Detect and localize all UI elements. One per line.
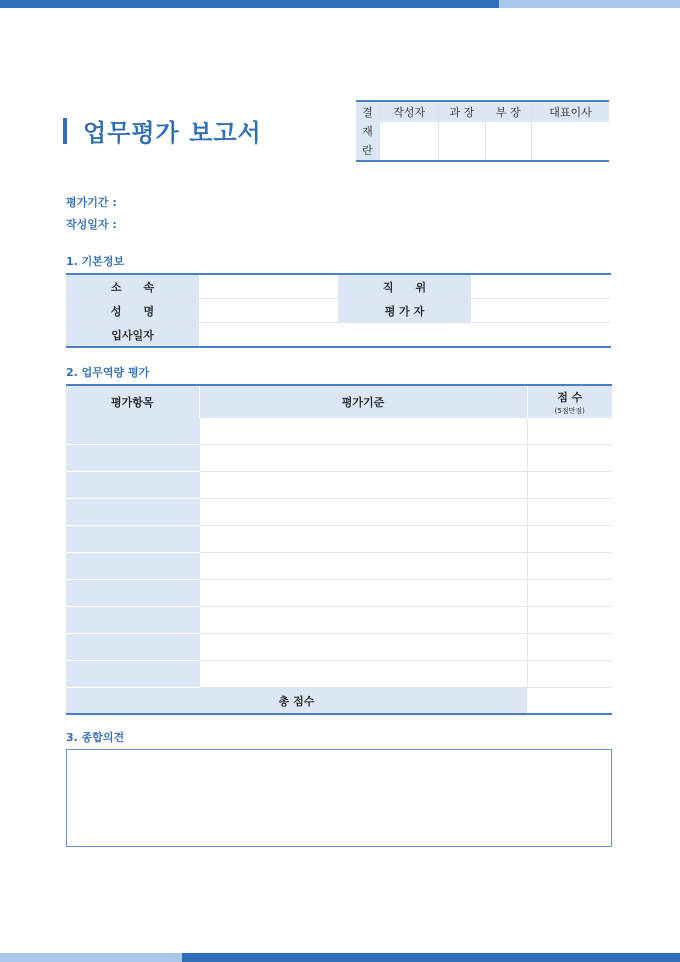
approval-box xyxy=(356,100,609,162)
position-value[interactable] xyxy=(471,274,611,299)
table-row xyxy=(66,472,612,499)
section-opinion: 3. 종합의견 xyxy=(66,731,125,744)
eval-crit-cell[interactable] xyxy=(199,634,527,661)
table-row xyxy=(66,445,612,472)
eval-score-cell[interactable] xyxy=(527,580,612,607)
table-row xyxy=(66,634,612,661)
table-row xyxy=(66,661,612,688)
table-row xyxy=(66,526,612,553)
eval-item-cell[interactable] xyxy=(66,526,199,553)
approval-header-director: 부 장 xyxy=(485,101,531,122)
approval-header-manager: 과 장 xyxy=(439,101,485,122)
eval-item-cell[interactable] xyxy=(66,499,199,526)
eval-crit-cell[interactable] xyxy=(199,499,527,526)
eval-crit-cell[interactable] xyxy=(199,661,527,688)
col-score-header xyxy=(527,385,612,418)
evaluator-label: 평 가 자 xyxy=(338,299,471,323)
eval-item-cell[interactable] xyxy=(66,661,199,688)
eval-crit-cell[interactable] xyxy=(199,553,527,580)
join-date-label: 입사일자 xyxy=(66,323,199,348)
table-row xyxy=(66,418,612,445)
eval-item-cell[interactable] xyxy=(66,580,199,607)
eval-item-cell[interactable] xyxy=(66,634,199,661)
eval-item-cell[interactable] xyxy=(66,445,199,472)
dept-value[interactable] xyxy=(199,274,338,299)
total-score-value[interactable] xyxy=(527,688,612,715)
table-row xyxy=(66,499,612,526)
eval-score-cell[interactable] xyxy=(527,472,612,499)
name-label: 성 명 xyxy=(66,299,199,323)
eval-crit-cell[interactable] xyxy=(199,445,527,472)
table-row xyxy=(66,607,612,634)
approval-sign-director[interactable] xyxy=(485,122,531,161)
top-accent-bar-dark xyxy=(0,0,499,8)
bottom-accent-bar-dark xyxy=(182,953,680,962)
eval-item-cell[interactable] xyxy=(66,472,199,499)
eval-score-cell[interactable] xyxy=(527,634,612,661)
evaluator-value[interactable] xyxy=(471,299,611,323)
evaluation-table xyxy=(66,384,612,715)
eval-item-cell[interactable] xyxy=(66,553,199,580)
col-item-header: 평가항목 xyxy=(66,385,199,418)
basic-info-table xyxy=(66,273,611,348)
opinion-box[interactable] xyxy=(66,749,612,847)
col-criteria-header: 평가기준 xyxy=(199,385,527,418)
eval-crit-cell[interactable] xyxy=(199,607,527,634)
section-eval: 2. 업무역량 평가 xyxy=(66,366,150,379)
eval-crit-cell[interactable] xyxy=(199,526,527,553)
score-header-text: 점 수 xyxy=(557,390,583,404)
eval-score-cell[interactable] xyxy=(527,418,612,445)
section-basic-info: 1. 기본정보 xyxy=(66,255,125,268)
total-score-label: 총 점수 xyxy=(66,688,527,715)
table-row xyxy=(66,553,612,580)
eval-crit-cell[interactable] xyxy=(199,580,527,607)
eval-crit-cell[interactable] xyxy=(199,472,527,499)
eval-item-cell[interactable] xyxy=(66,607,199,634)
approval-header-writer: 작성자 xyxy=(380,101,439,122)
approval-header-ceo: 대표이사 xyxy=(531,101,609,122)
approval-sign-manager[interactable] xyxy=(439,122,485,161)
eval-score-cell[interactable] xyxy=(527,661,612,688)
top-accent-bar-light xyxy=(499,0,680,8)
dept-label: 소 속 xyxy=(66,274,199,299)
page-title: 업무평가 보고서 xyxy=(83,119,262,147)
position-label: 직 위 xyxy=(338,274,471,299)
eval-item-cell[interactable] xyxy=(66,418,199,445)
join-date-value[interactable] xyxy=(199,323,611,348)
period-label: 평가기간 : xyxy=(66,196,117,209)
eval-score-cell[interactable] xyxy=(527,526,612,553)
eval-score-cell[interactable] xyxy=(527,607,612,634)
title-marker xyxy=(63,118,67,144)
eval-crit-cell[interactable] xyxy=(199,418,527,445)
table-row xyxy=(66,580,612,607)
eval-score-cell[interactable] xyxy=(527,445,612,472)
eval-score-cell[interactable] xyxy=(527,553,612,580)
bottom-accent-bar-light xyxy=(0,953,182,962)
approval-side-label xyxy=(356,101,380,161)
date-label: 작성일자 : xyxy=(66,218,117,231)
approval-side-char-3: 란 xyxy=(362,144,373,157)
score-header-sub: (5점만점) xyxy=(554,406,585,415)
approval-sign-ceo[interactable] xyxy=(531,122,609,161)
approval-sign-writer[interactable] xyxy=(380,122,439,161)
eval-score-cell[interactable] xyxy=(527,499,612,526)
approval-side-char-1: 결 xyxy=(362,106,373,119)
approval-side-char-2: 재 xyxy=(362,125,373,138)
name-value[interactable] xyxy=(199,299,338,323)
